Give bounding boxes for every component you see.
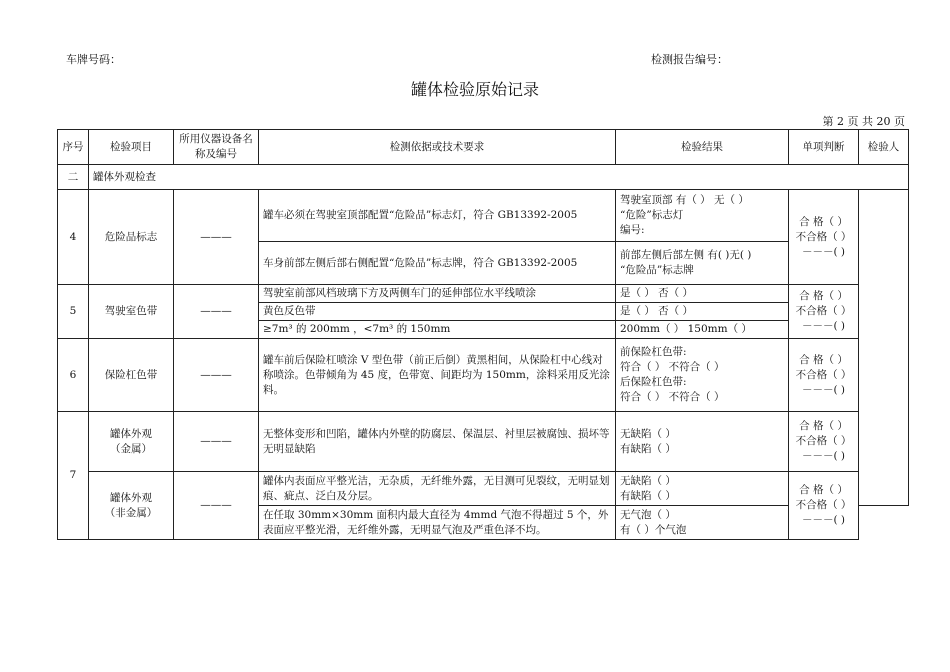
row-judgement: 合 格（ ） 不合格（ ） －－－( ) <box>789 190 859 285</box>
row-result: 前部左侧后部左侧 有( )无( ) “危险品”标志牌 <box>616 242 789 285</box>
col-header-result: 检验结果 <box>616 130 789 165</box>
row-equipment: ——— <box>174 285 259 339</box>
row-requirement: 在任取 30mm×30mm 面积内最大直径为 4mmd 气泡不得超过 5 个，外表面应平整光滑，无纤维外露，无明显气泡及严重色泽不均。 <box>259 506 616 540</box>
row-result: 驾驶室顶部 有（ ） 无（ ） “危险”标志灯 编号: <box>616 190 789 242</box>
row-judgement: 合 格（ ） 不合格（ ） －－－( ) <box>789 285 859 339</box>
col-header-item: 检验项目 <box>89 130 174 165</box>
col-header-no: 序号 <box>58 130 89 165</box>
table-row <box>58 190 909 242</box>
col-header-requirement: 检测依据或技术要求 <box>259 130 616 165</box>
row-result: 是（ ） 否（ ） <box>616 285 789 303</box>
row-result: 200mm（ ） 150mm（ ） <box>616 321 789 339</box>
col-header-judgement: 单项判断 <box>789 130 859 165</box>
table-row <box>58 339 909 412</box>
section-number: 二 <box>58 165 89 190</box>
section-row <box>58 165 909 190</box>
plate-number-label: 车牌号码： <box>66 53 121 66</box>
row-number: 4 <box>58 190 89 285</box>
row-requirement: 罐车必须在驾驶室顶部配置“危险品”标志灯，符合 GB13392-2005 <box>259 190 616 242</box>
row-equipment: ——— <box>174 412 259 472</box>
section-title: 罐体外观检查 <box>89 165 909 190</box>
row-result: 是（ ） 否（ ） <box>616 303 789 321</box>
row-result: 无缺陷（ ） 有缺陷（ ） <box>616 472 789 506</box>
row-equipment: ——— <box>174 472 259 540</box>
row-requirement: 罐体内表面应平整光洁，无杂质，无纤维外露，无目测可见裂纹，无明显划痕、疵点、泛白及分层。 <box>259 472 616 506</box>
row-result: 无缺陷（ ） 有缺陷（ ） <box>616 412 789 472</box>
row-equipment: ——— <box>174 190 259 285</box>
row-equipment: ——— <box>174 339 259 412</box>
table-row <box>58 472 909 506</box>
row-number: 7 <box>58 412 89 540</box>
table-row <box>58 412 909 472</box>
row-item: 危险品标志 <box>89 190 174 285</box>
row-item: 驾驶室色带 <box>89 285 174 339</box>
row-item: 罐体外观 （金属） <box>89 412 174 472</box>
inspector-cell <box>859 190 909 506</box>
row-requirement: ≥7m³ 的 200mm ，<7m³ 的 150mm <box>259 321 616 339</box>
row-judgement: 合 格（ ） 不合格（ ） －－－( ) <box>789 472 859 540</box>
row-requirement: 车身前部左侧后部右侧配置“危险品”标志牌，符合 GB13392-2005 <box>259 242 616 285</box>
row-requirement: 驾驶室前部风档玻璃下方及两侧车门的延伸部位水平线喷涂 <box>259 285 616 303</box>
row-item: 罐体外观 （非金属） <box>89 472 174 540</box>
row-requirement: 无整体变形和凹陷，罐体内外壁的防腐层、保温层、衬里层被腐蚀、损坏等无明显缺陷 <box>259 412 616 472</box>
table-header-row <box>58 130 909 165</box>
page-indicator: 第 2 页 共 20 页 <box>822 115 905 128</box>
row-number: 6 <box>58 339 89 412</box>
row-item: 保险杠色带 <box>89 339 174 412</box>
col-header-inspector: 检验人 <box>859 130 909 165</box>
row-requirement: 罐车前后保险杠喷涂 V 型色带（前正后倒）黄黑相间，从保险杠中心线对称喷涂。色带倾角为 45 度，色带宽、间距均为 150mm，涂料采用反光涂料。 <box>259 339 616 412</box>
page-title: 罐体检验原始记录 <box>410 80 539 99</box>
inspection-table <box>57 129 909 540</box>
row-judgement: 合 格（ ） 不合格（ ） －－－( ) <box>789 339 859 412</box>
report-number-label: 检测报告编号： <box>651 53 728 66</box>
col-header-equipment: 所用仪器设备名称及编号 <box>174 130 259 165</box>
row-judgement: 合 格（ ） 不合格（ ） －－－( ) <box>789 412 859 472</box>
table-row <box>58 285 909 303</box>
row-number: 5 <box>58 285 89 339</box>
row-result: 前保险杠色带: 符合（ ） 不符合（ ） 后保险杠色带: 符合（ ） 不符合（ ） <box>616 339 789 412</box>
row-requirement: 黄色反色带 <box>259 303 616 321</box>
row-result: 无气泡（ ） 有（ ）个气泡 <box>616 506 789 540</box>
